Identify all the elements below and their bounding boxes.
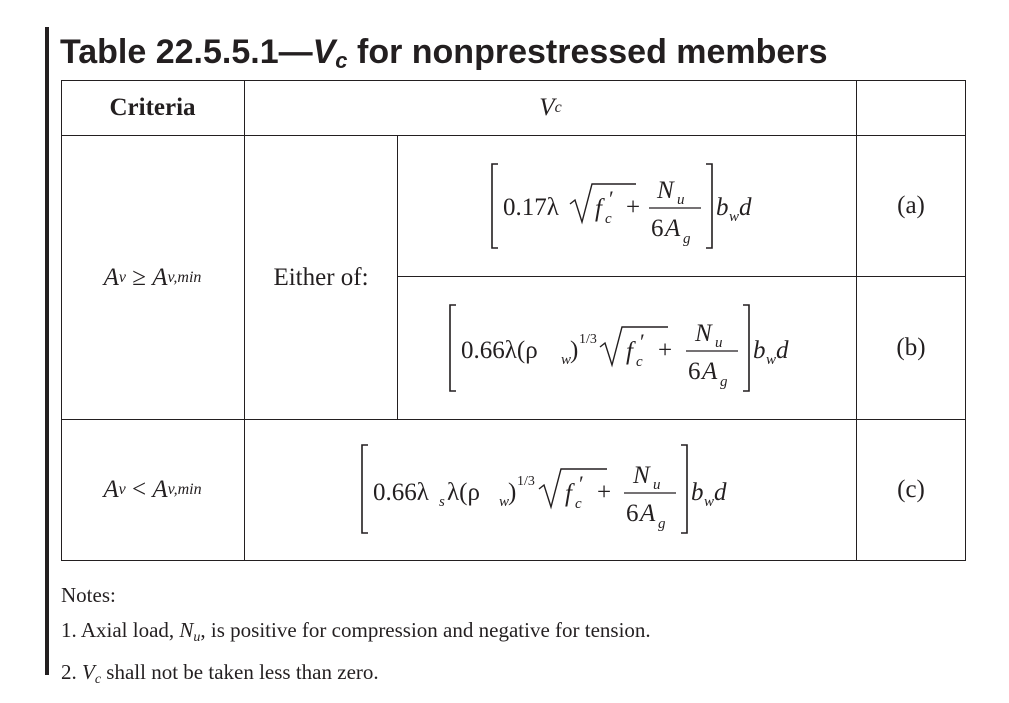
note1-pre: 1. Axial load, (61, 618, 180, 642)
crit1-var: A (103, 263, 119, 291)
bw: b (753, 337, 766, 364)
bracket-left (450, 305, 456, 391)
header-vc (245, 80, 856, 135)
header-criteria: Criteria (109, 93, 196, 121)
note-1 (61, 613, 651, 655)
formula-a (398, 136, 856, 276)
table-notes (61, 578, 651, 697)
crit1-var2: A (152, 263, 168, 291)
coef-b: 0.66λ(ρ (461, 337, 538, 364)
exp: 1/3 (579, 332, 597, 347)
den-coef: 6 (688, 358, 701, 385)
rho-sub: w (499, 494, 510, 510)
bracket-right (743, 305, 749, 391)
criteria-min (61, 136, 244, 419)
f: f (626, 338, 633, 365)
bw-sub: w (729, 209, 740, 225)
den-sub: g (720, 374, 728, 390)
num: N (633, 462, 650, 489)
bracket-left (362, 445, 368, 533)
rho-sub: w (561, 352, 572, 368)
note2-pre: 2. (61, 660, 82, 684)
prime: ′ (640, 329, 645, 354)
bracket-left (492, 164, 498, 248)
note-2 (61, 655, 651, 697)
header-vc-var: V (539, 93, 555, 121)
title-var-sub: c (335, 48, 348, 73)
title-prefix: Table 22.5.5.1— (60, 33, 313, 71)
paren-close: ) (508, 479, 517, 506)
plus: + (597, 479, 612, 506)
bracket-right (681, 445, 687, 533)
d: d (776, 337, 789, 364)
plus: + (626, 194, 641, 221)
den-coef: 6 (651, 215, 664, 242)
either-of: Either of: (273, 263, 369, 291)
den-sub: g (658, 516, 666, 532)
paren-close: ) (570, 337, 579, 364)
d: d (739, 194, 752, 221)
note1-sub: u (193, 630, 201, 645)
lam2: λ(ρ (447, 479, 480, 506)
bw: b (716, 194, 729, 221)
note2-var: V (82, 660, 95, 684)
note2-post: shall not be taken less than zero. (101, 660, 379, 684)
border-bottom (61, 560, 966, 561)
prime: ′ (609, 186, 614, 211)
crit2-var: A (103, 476, 119, 503)
plus: + (658, 337, 673, 364)
vc-table (61, 80, 966, 561)
table-title (60, 30, 827, 74)
left-margin-bar (45, 27, 49, 675)
label-c: (c) (897, 476, 925, 503)
den-coef: 6 (626, 500, 639, 527)
crit1-sub2: v,min (167, 268, 202, 286)
note1-post: , is positive for compression and negative for tension. (200, 618, 651, 642)
criteria-less (61, 420, 244, 560)
formula-b (398, 277, 856, 419)
num: N (657, 177, 674, 204)
bracket-right (706, 164, 712, 248)
crit2-var2: A (152, 476, 168, 503)
f-sub: c (636, 354, 643, 370)
f-sub: c (575, 496, 582, 512)
prime: ′ (579, 471, 584, 496)
exp: 1/3 (517, 474, 535, 489)
crit1-op: ≥ (125, 263, 153, 291)
crit2-op: < (125, 476, 153, 503)
header-vc-sub: c (554, 98, 562, 116)
d: d (714, 479, 727, 506)
bw: b (691, 479, 704, 506)
bw-sub: w (704, 494, 715, 510)
title-suffix: for nonprestressed members (347, 33, 828, 71)
f: f (565, 480, 572, 507)
den: A (702, 358, 718, 385)
num-sub: u (653, 477, 661, 493)
crit2-sub2: v,min (167, 481, 202, 498)
num-sub: u (715, 335, 723, 351)
coef-a: 0.17λ (503, 194, 559, 221)
note1-var: N (179, 618, 194, 642)
num-sub: u (677, 192, 685, 208)
num: N (695, 320, 712, 347)
den-sub: g (683, 231, 691, 247)
den: A (665, 215, 681, 242)
bw-sub: w (766, 352, 777, 368)
lam-sub: s (439, 494, 445, 510)
note2-sub: c (94, 672, 102, 687)
coef-c: 0.66λ (373, 479, 429, 506)
crit1-sub: v (118, 268, 126, 286)
notes-heading: Notes: (61, 583, 116, 607)
title-var: V (312, 33, 336, 71)
crit2-sub: v (118, 481, 126, 498)
label-b: (b) (896, 334, 926, 361)
den: A (640, 500, 656, 527)
border-right (965, 80, 966, 561)
formula-c (245, 420, 856, 560)
label-a: (a) (897, 192, 925, 219)
f: f (595, 195, 602, 222)
f-sub: c (605, 211, 612, 227)
